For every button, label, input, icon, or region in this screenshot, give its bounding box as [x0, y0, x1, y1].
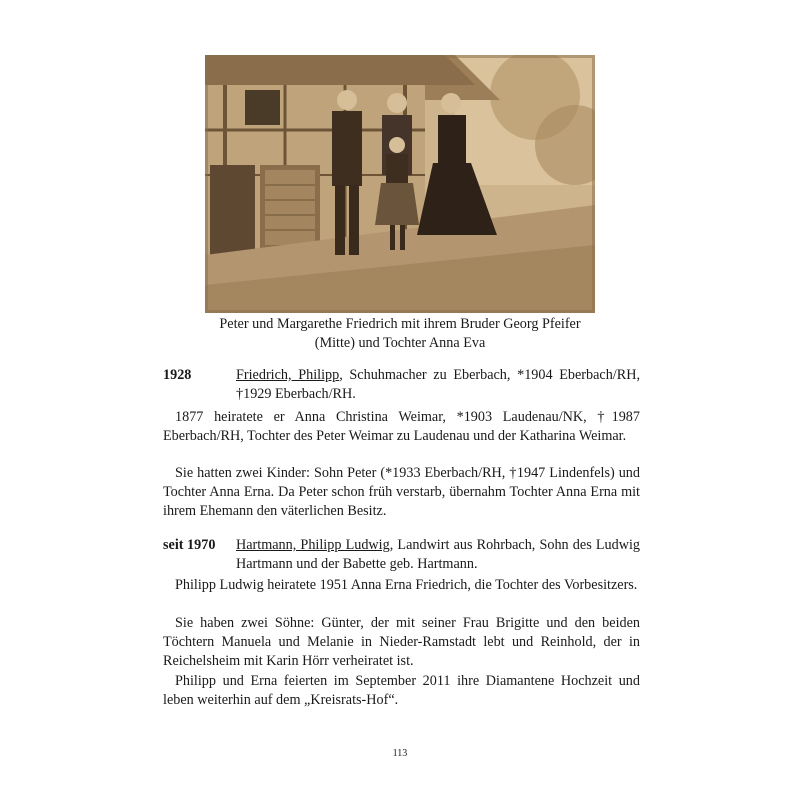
paragraph-text: Philipp und Erna feierten im September 2011 ihre Diamantene Hochzeit und leben weiterhin auf dem „Kreisrats-Hof“.	[163, 673, 640, 708]
photo-caption	[160, 315, 640, 353]
sepia-family-photo-icon	[205, 55, 595, 313]
entry-header-friedrich	[236, 366, 640, 404]
family-photo	[205, 55, 595, 313]
paragraph-text: 1877 heiratete er Anna Christina Weimar, *1903 Laudenau/NK, †1987 Eberbach/RH, Tochter des Peter Weimar zu Laudenau und der Katharina Weimar.	[163, 409, 640, 444]
paragraph-sons-hartmann	[163, 614, 640, 671]
entry-header-rest: , Schuhmacher zu Eberbach, *1904 Eberbach/RH, †1929 Eberbach/RH.	[236, 367, 640, 402]
paragraph-marriage-friedrich	[163, 408, 640, 446]
paragraph-text: Philipp Ludwig heiratete 1951 Anna Erna Friedrich, die Tochter des Vorbesitzers.	[175, 577, 638, 593]
paragraph-anniversary-hartmann	[163, 672, 640, 710]
paragraph-children-friedrich	[163, 464, 640, 521]
entry-header-rest: , Landwirt aus Rohrbach, Sohn des Ludwig Hartmann und der Babette geb. Hartmann.	[236, 537, 640, 572]
page-number: 113	[392, 748, 408, 759]
entry-header-hartmann	[236, 536, 640, 574]
caption-line-2: (Mitte) und Tochter Anna Eva	[314, 335, 486, 351]
paragraph-marriage-hartmann	[163, 576, 640, 595]
caption-line-1: Peter und Margarethe Friedrich mit ihrem Bruder Georg Pfeifer	[219, 316, 581, 332]
entry-name-hartmann: Hartmann, Philipp Ludwig	[236, 537, 390, 553]
entry-year-seit-1970: seit 1970	[163, 537, 216, 553]
entry-year-1928: 1928	[163, 367, 192, 383]
paragraph-text: Sie haben zwei Söhne: Günter, der mit seiner Frau Brigitte und den beiden Töchtern Manuela und Melanie in Nieder-Ramstadt lebt und Reinhold, der in Reichelsheim mit Karin Hörr verheiratet ist.	[163, 615, 640, 669]
entry-name-friedrich: Friedrich, Philipp	[236, 367, 340, 383]
paragraph-text: Sie hatten zwei Kinder: Sohn Peter (*1933 Eberbach/RH, †1947 Lindenfels) und Tochter Anna Erna. Da Peter schon früh verstarb, übernahm Tochter Anna Erna mit ihrem Ehemann den väterlichen Besitz.	[163, 465, 640, 519]
